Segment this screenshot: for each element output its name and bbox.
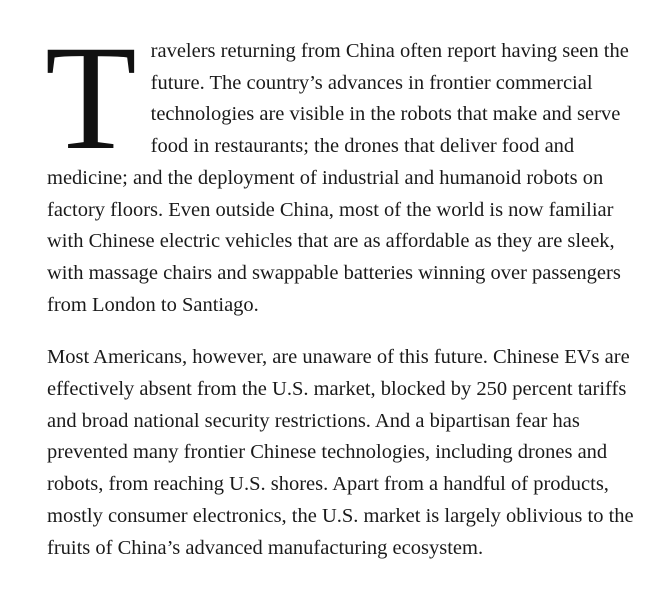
article-body bbox=[45, 15, 653, 564]
article-paragraph-2 bbox=[47, 342, 653, 564]
drop-cap: T bbox=[45, 15, 137, 181]
paragraph-text: Most Americans, however, are unaware of this future. Chinese EVs are effectively absent from the U.S. market, blocked by 250 percent tariffs and broad national security restrictions. And a bipartisan fear has prevented many frontier Chinese technologies, including drones and robots, from reaching U.S. shores. Apart from a handful of products, mostly consumer electronics, the U.S. market is largely oblivious to the fruits of China’s advanced manufacturing ecosystem. bbox=[47, 346, 634, 559]
article-paragraph-1 bbox=[45, 15, 653, 321]
paragraph-text: ravelers returning from China often report having seen the future. The country’s advances in frontier commercial technologies are visible in the robots that make and serve food in restaurants; the drones that deliver food and medicine; and the deployment of industrial and humanoid robots on factory floors. Even outside China, most of the world is now familiar with Chinese electric vehicles that are as affordable as they are sleek, with massage chairs and swappable batteries winning over passengers from London to Santiago. bbox=[47, 40, 629, 316]
